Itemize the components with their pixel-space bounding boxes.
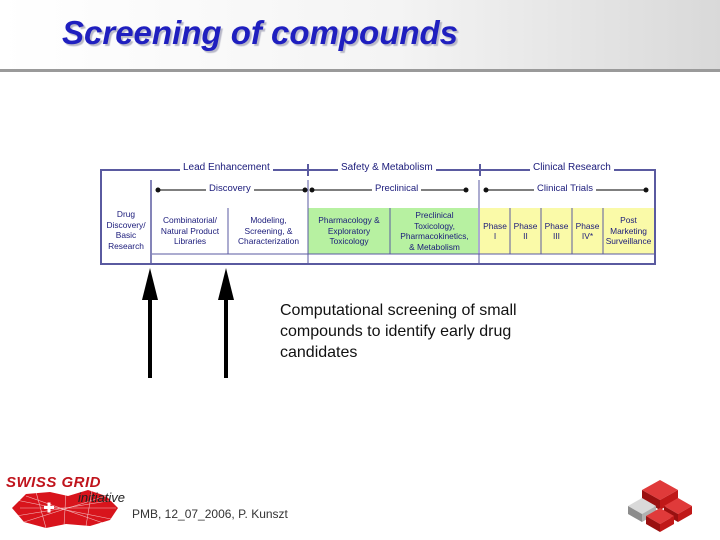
stage-clinical-research: Clinical Research <box>530 162 614 173</box>
substage-preclinical: Preclinical <box>372 183 421 194</box>
pipeline-dot <box>303 188 308 193</box>
logo-initiative: initiative <box>78 490 125 505</box>
title-divider <box>0 69 720 72</box>
pipeline-dot <box>464 188 469 193</box>
pipeline-dot <box>156 188 161 193</box>
cube-logo-icon <box>622 476 698 534</box>
logo-swiss-grid: SWISS GRID <box>6 474 102 491</box>
pipeline-dot <box>484 188 489 193</box>
cell-drug-discovery: Drug Discovery/ Basic Research <box>106 209 146 251</box>
cell-pharmacology: Pharmacology & Exploratory Toxicology <box>318 215 380 247</box>
arrow-up-icon <box>140 266 160 378</box>
substage-discovery: Discovery <box>206 183 254 194</box>
cell-preclinical-toxicology: Preclinical Toxicology, Pharmacokinetics, & Metabolism <box>400 210 469 252</box>
pipeline-dot <box>310 188 315 193</box>
cell-modeling: Modeling, Screening, & Characterization <box>238 215 299 247</box>
footer-text: PMB, 12_07_2006, P. Kunszt <box>132 507 288 521</box>
cell-phase-2: Phase II <box>513 220 538 241</box>
caption-text: Computational screening of small compounds to identify early drug candidates <box>280 302 517 361</box>
drug-pipeline-diagram <box>100 158 656 266</box>
cell-combinatorial: Combinatorial/ Natural Product Libraries <box>160 215 220 247</box>
cell-post-marketing: Post Marketing Surveillance <box>605 215 652 247</box>
substage-clinical-trials: Clinical Trials <box>534 183 596 194</box>
stage-safety-metabolism: Safety & Metabolism <box>338 162 436 173</box>
pipeline-dot <box>644 188 649 193</box>
stage-lead-enhancement: Lead Enhancement <box>180 162 273 173</box>
cell-phase-1: Phase I <box>483 220 507 241</box>
slide-title: Screening of compounds <box>62 14 459 51</box>
cell-phase-3: Phase III <box>544 220 569 241</box>
arrow-up-icon <box>216 266 236 378</box>
cell-phase-4: Phase IV* <box>575 220 600 241</box>
